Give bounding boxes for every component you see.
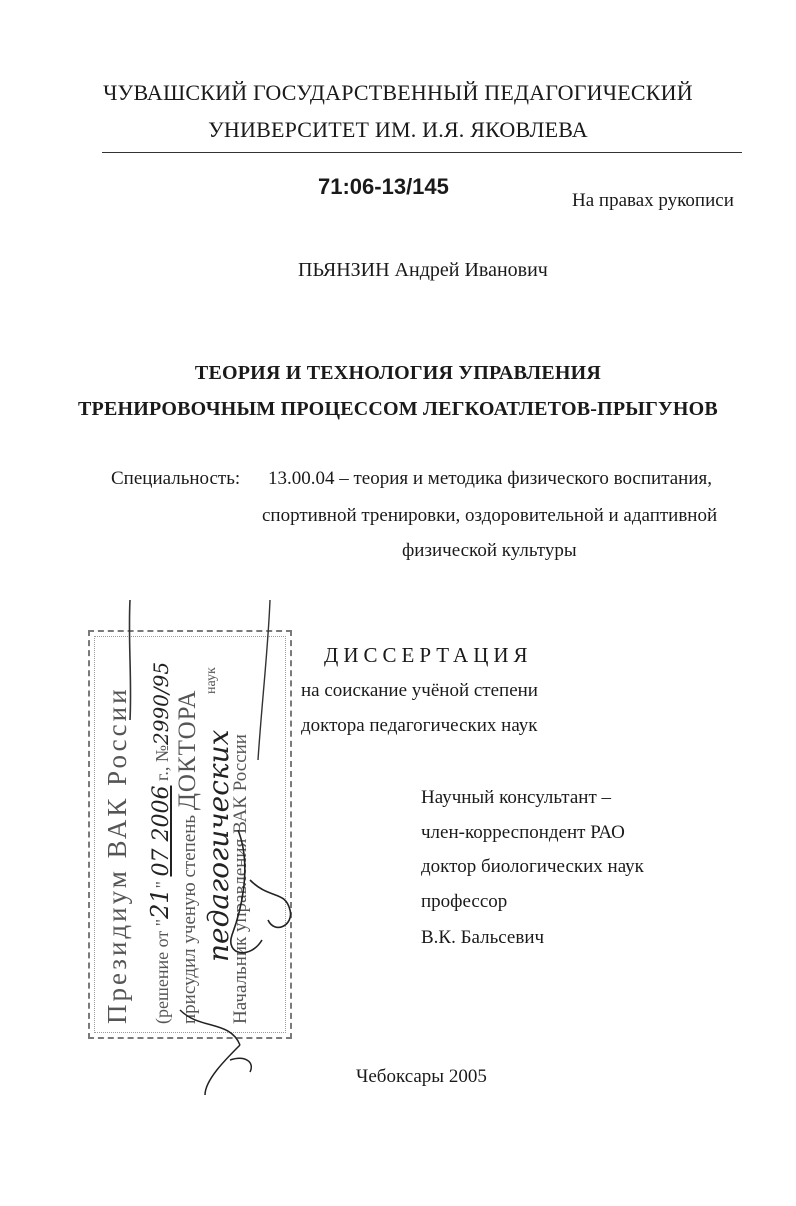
stamp-number-handwritten: 2990/95 <box>149 661 173 745</box>
city-year: Чебоксары 2005 <box>356 1066 487 1087</box>
consultant-line5: В.К. Бальсевич <box>421 927 545 948</box>
university-name-line2: УНИВЕРСИТЕТ ИМ. И.Я. ЯКОВЛЕВА <box>208 117 588 142</box>
title-line1: ТЕОРИЯ И ТЕХНОЛОГИЯ УПРАВЛЕНИЯ <box>194 362 602 384</box>
stamp-date-handwritten: 07 2006 <box>149 785 174 877</box>
degree-line1: на соискание учёной степени <box>301 680 538 701</box>
stamp-line5: Начальник управления ВАК России <box>230 734 251 1024</box>
university-name-line1: ЧУВАШСКИЙ ГОСУДАРСТВЕННЫЙ ПЕДАГОГИЧЕСКИЙ <box>103 80 693 105</box>
stamp-degree: ДОКТОРА <box>174 689 201 811</box>
stamp-line4-suffix: наук <box>204 667 219 694</box>
dissertation-heading: ДИССЕРТАЦИЯ <box>324 643 533 667</box>
specialty-line3: физической культуры <box>402 540 577 561</box>
specialty-line2: спортивной тренировки, оздоровительной и адаптивной <box>262 505 718 526</box>
title-line2: ТРЕНИРОВОЧНЫМ ПРОЦЕССОМ ЛЕГКОАТЛЕТОВ-ПРЫГУНОВ <box>78 398 718 420</box>
stamp-line1: Президиум ВАК России <box>102 686 132 1024</box>
stamp-line2-mid: " <box>152 881 172 889</box>
specialty-label: Специальность: <box>111 468 241 489</box>
catalog-code: 71:06-13/145 <box>318 174 449 199</box>
specialty-line1: 13.00.04 – теория и методика физического воспитания, <box>268 468 712 489</box>
consultant-line3: доктор биологических наук <box>421 856 644 877</box>
stamp-day-handwritten: 21 <box>146 888 174 919</box>
consultant-line2: член-корреспондент РАО <box>421 822 625 843</box>
rights-note: На правах рукописи <box>572 190 734 211</box>
consultant-line1: Научный консультант – <box>421 787 611 808</box>
stamp-line2-prefix: (решение от " <box>152 918 172 1024</box>
degree-line2: доктора педагогических наук <box>301 715 538 736</box>
stamp-field-handwritten: педагогических <box>202 729 235 962</box>
stamp-line3-prefix: присудил ученую степень <box>179 814 200 1024</box>
consultant-line4: профессор <box>421 891 508 912</box>
author-name: ПЬЯНЗИН Андрей Иванович <box>298 259 548 281</box>
stamp-line2-num-label: г., № <box>152 745 172 782</box>
